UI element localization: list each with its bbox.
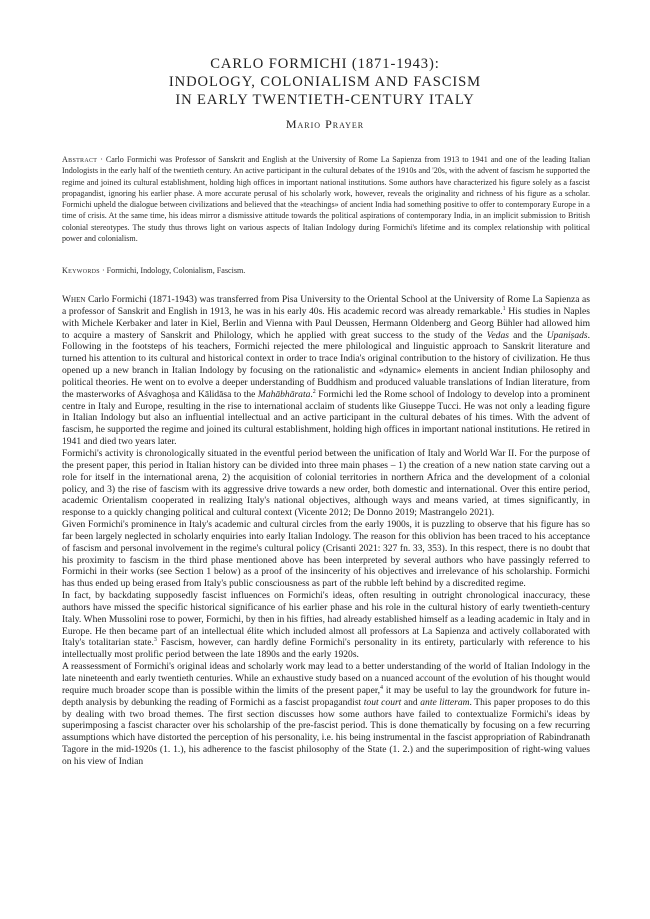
paragraph-text: . Following in the footsteps of his teachers, Formichi rejected the mere philological and linguistic approach to Sanskrit literature and turned his attention to its cultural and historical context in order to trace India's original contribution to the history of civilization. He thus opened up a new branch in Italian Indology by focusing on the rationalistic and «dynamic» elements in ancient Indian philosophy and political theories. He went on to evolve a deeper understanding of Buddhism and produced valuable translations of Indian literature, from the masterworks of Aśvaghoṣa and Kālidāsa to the	[62, 329, 591, 400]
footnote-ref-1[interactable]: 1	[502, 305, 506, 312]
footnote-ref-4[interactable]: 4	[380, 684, 384, 691]
paragraph-text: .	[310, 388, 313, 400]
keywords	[62, 265, 590, 276]
author-name: Mario Prayer	[285, 117, 365, 131]
keywords-text: · Formichi, Indology, Colonialism, Fascism.	[99, 266, 246, 275]
italic-term: ante litteram	[420, 696, 470, 708]
paragraph-1	[62, 294, 590, 448]
article-body	[62, 294, 590, 768]
abstract-text: · Carlo Formichi was Professor of Sanskrit and English at the University of Rome La Sapienza from 1913 to 1941 and one of the leading Italian Indologists in the early half of the twentieth century. An active participant in the cultural debates of the 1910s and '20s, with the advent of fascism he supported the regime and joined its cultural establishment, holding high offices in important national institutions. Some authors have characterized his figure solely as a fascist propagandist, ignoring his earlier phase. A more accurate perusal of his scholarly work, however, reveals the originality and richness of his figure as a scholar. Formichi upheld the dialogue between civilizations and believed that the «teachings» of ancient India had something positive to offer to contemporary Europe in a time of crisis. At the same time, his ideas mirror a dismissive attitude towards the political aspirations of contemporary India, in an implicit submission to British colonial stereotypes. The study thus throws light on various aspects of Italian Indology during Formichi's lifetime and its complex relationship with political power and colonialism.	[62, 155, 590, 244]
paragraph-text: Carlo Formichi (1871-1943) was transferred from Pisa University to the Oriental School at the University of Rome La Sapienza as a professor of Sanskrit and English in 1913, he was in his early 40s. His academic record was already remarkable.	[62, 294, 590, 317]
paragraph-text: and	[401, 696, 421, 708]
italic-term: tout court	[363, 696, 402, 708]
paragraph-4	[62, 590, 590, 661]
italic-term: Upaniṣads	[546, 329, 588, 341]
paragraph-text: it may be useful to lay the groundwork for future in-depth analysis by debunking the reading of Formichi as a fascist propagandist	[62, 684, 590, 708]
keywords-label: Keywords	[62, 266, 100, 275]
paragraph-3: Given Formichi's prominence in Italy's academic and cultural circles from the early 1900s, it is puzzling to observe that his figure has so far been largely neglected in scholarly enquiries into early Italian Indology. The reason for this oblivion has been traced to his acceptance of fascism and personal involvement in the regime's cultural policy (Crisanti 2021: 327 fn. 33, 353). In this respect, there is no doubt that his proximity to fascism in the third phase mentioned above has been interpreted by several authors who have passingly referred to Formichi in their works (see Section 1 below) as a proof of the insincerity of his objectives and irrelevance of his scholarship. Formichi has thus ended up being erased from Italy's public consciousness as part of the rubble left behind by a discredited regime.	[62, 519, 590, 590]
italic-term: Vedas	[486, 329, 509, 341]
article-title-line-3: IN EARLY TWENTIETH-CENTURY ITALY	[175, 92, 475, 108]
footnote-ref-3[interactable]: 3	[153, 637, 157, 644]
paragraph-text: and the	[508, 329, 547, 341]
paragraph-text: Formichi led the Rome school of Indology to develop into a prominent centre in Italy and Europe, resulting in the rise to international acclaim of students like Giuseppe Tucci. He was not only a leading figure in Italian Indology but also an influential intellectual and an active participant in the cultural debates of his times. With the advent of fascism, he supported the regime and joined its cultural establishment, holding high offices in important national institutions. He retired in 1941 and died two years later.	[62, 388, 590, 448]
footnote-ref-2[interactable]: 2	[312, 388, 316, 395]
article-title-line-1: CARLO FORMICHI (1871-1943):	[210, 56, 440, 72]
paragraph-text: In fact, by backdating supposedly fascist influences on Formichi's ideas, often resulting in outright chronological inaccuracy, these authors have missed the specific historical significance of his earlier phase and his role in the cultural history of early twentieth-century Italy. When Mussolini rose to power, Formichi, by then in his fifties, had already established himself as a leading academic in Italy and in Europe. He then became part of an intellectual élite which included almost all professors at La Sapienza and actively collaborated with Italy's totalitarian state.	[62, 590, 590, 649]
italic-term: Mahābhārata	[257, 388, 311, 400]
abstract-label: Abstract	[62, 155, 98, 164]
paragraph-text: Fascism, however, can hardly define Formichi's personality in its entirety, particularly with reference to his intellectually most prolific period between the late 1890s and the early 1920s.	[62, 637, 590, 661]
abstract	[62, 154, 590, 244]
paragraph-text: . This paper proposes to do this by dealing with two broad themes. The first section discusses how some authors have failed to contextualize Formichi's ideas by superimposing a fascist character over his scholarship of the pre-fascist period. This is done thematically by focusing on a few recurring assumptions which have distorted the perception of his personality, i.e. his being instrumental in the fascist appropriation of Rabindranath Tagore in the mid-1920s (1. 1.), his adherence to the fascist philosophy of the State (1. 2.) and the superimposition of right-wing values on his view of Indian	[62, 696, 590, 767]
drop-lead-word: When	[62, 294, 86, 305]
paragraph-2: Formichi's activity is chronologically situated in the eventful period between the unification of Italy and World War II. For the purpose of the present paper, this period in Italian history can be divided into three main phases – 1) the creation of a new nation state carving out a role for itself in the international arena, 2) the acquisition of colonial territories in northern Africa and the development of a colonial policy, and 3) the rise of fascism with its aggressive drive towards a new order, both domestic and international. Over this entire period, academic Orientalism cooperated in realizing Italy's national objectives, although ways and means varied, at times significantly, in response to a quickly changing political and cultural context (Vicente 2012; De Donno 2019; Mastrangelo 2021).	[62, 447, 590, 519]
article-title-line-2: INDOLOGY, COLONIALISM AND FASCISM	[168, 74, 482, 90]
paragraph-text: His studies in Naples with Michele Kerbaker and later in Kiel, Berlin and Vienna with Paul Deussen, Hermann Oldenberg and Georg Bühler had allowed him to acquire a mastery of Sanskrit and Philology, which he applied with great success to the study of the	[62, 305, 591, 341]
paragraph-5	[62, 661, 590, 768]
paragraph-text: A reassessment of Formichi's original ideas and scholarly work may lead to a better understanding of the world of Italian Indology in the late nineteenth and early twentieth centuries. While an exhaustive study based on a nuanced account of the evolution of his thought would require much broader scope than is possible within the limits of the present paper,	[62, 661, 590, 696]
